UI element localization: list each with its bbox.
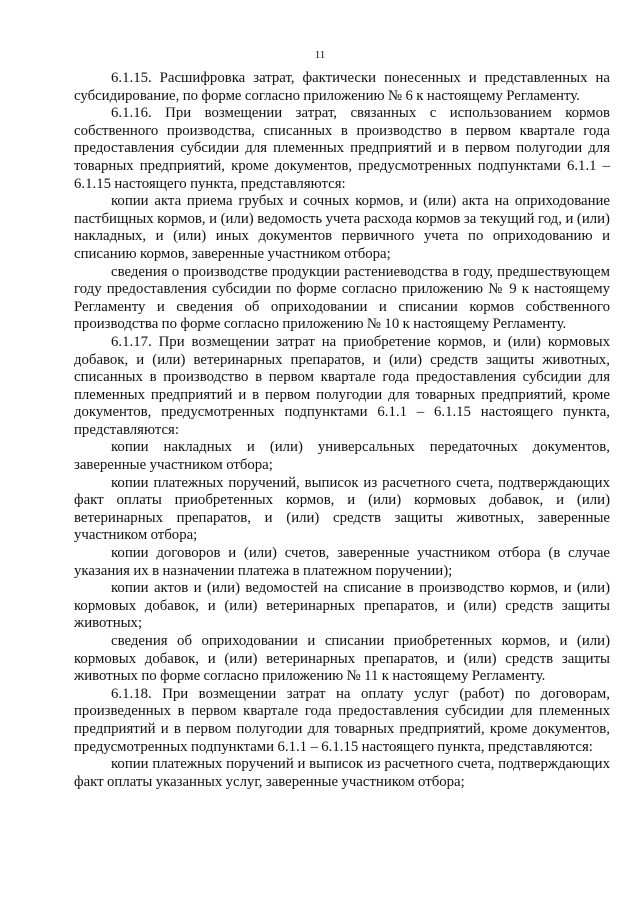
paragraph-6-1-16: 6.1.16. При возмещении затрат, связанных с использованием кормов собственного производства, списанных в производство в первом квартале года предоставления субсидии для племенных предприятий и в первом полугодии для товарных предприятий, кроме документов, предусмотренных подпунктами 6.1.1 – 6.1.15 настоящего пункта, представляются: [74, 105, 610, 192]
list-item-crop-production-info: сведения о производстве продукции растениеводства в году, предшествующем году предоставления субсидии по форме согласно приложению № 9 к настоящему Регламенту и сведения об оприходовании и списании кормов собственного производства по форме согласно приложению № 10 к настоящему Регламенту. [74, 263, 610, 333]
list-item-service-payments: копии платежных поручений и выписок из расчетного счета, подтверждающих факт оплаты указанных услуг, заверенные участником отбора; [74, 756, 610, 790]
list-item-fodder-acts: копии акта приема грубых и сочных кормов, и (или) акта на оприходование пастбищных кормов, и (или) ведомость учета расхода кормов за текущий год, и (или) накладных, и (или) иных документов первичного учета по оприходованию и списанию кормов, заверенные участником отбора; [74, 193, 610, 262]
document-body [74, 70, 610, 791]
list-item-invoices: копии накладных и (или) универсальных передаточных документов, заверенные участником отбора; [74, 439, 610, 474]
paragraph-6-1-17: 6.1.17. При возмещении затрат на приобретение кормов, и (или) кормовых добавок, и (или) ветеринарных препаратов, и (или) средств защиты животных, списанных в производство в первом квартале года предоставления субсидии для племенных предприятий и в первом полугодии для товарных предприятий, кроме документов, предусмотренных подпунктами 6.1.1 – 6.1.15 настоящего пункта, представляются: [74, 333, 610, 438]
paragraph-6-1-15: 6.1.15. Расшифровка затрат, фактически понесенных и представленных на субсидирование, по форме согласно приложению № 6 к настоящему Регламенту. [74, 70, 610, 104]
list-item-write-off-acts: копии актов и (или) ведомостей на списание в производство кормов, и (или) кормовых добавок, и (или) ветеринарных препаратов, и (или) средств защиты животных; [74, 580, 610, 632]
list-item-contracts: копии договоров и (или) счетов, заверенные участником отбора (в случае указания их в назначении платежа в платежном поручении); [74, 545, 610, 579]
paragraph-6-1-18: 6.1.18. При возмещении затрат на оплату услуг (работ) по договорам, произведенных в первом квартале года предоставления субсидии для племенных предприятий и в первом полугодии для товарных предприятий, кроме документов, предусмотренных подпунктами 6.1.1 – 6.1.15 настоящего пункта, представляются: [74, 685, 610, 755]
list-item-capitalization-info: сведения об оприходовании и списании приобретенных кормов, и (или) кормовых добавок, и (или) ветеринарных препаратов, и (или) средств защиты животных по форме согласно приложению № 11 к настоящему Регламенту. [74, 633, 610, 685]
page-number: 11 [314, 49, 326, 61]
list-item-payment-orders: копии платежных поручений, выписок из расчетного счета, подтверждающих факт оплаты приобретенных кормов, и (или) кормовых добавок, и (или) ветеринарных препаратов, и (или) средств защиты животных, заверенные участником отбора; [74, 474, 610, 544]
